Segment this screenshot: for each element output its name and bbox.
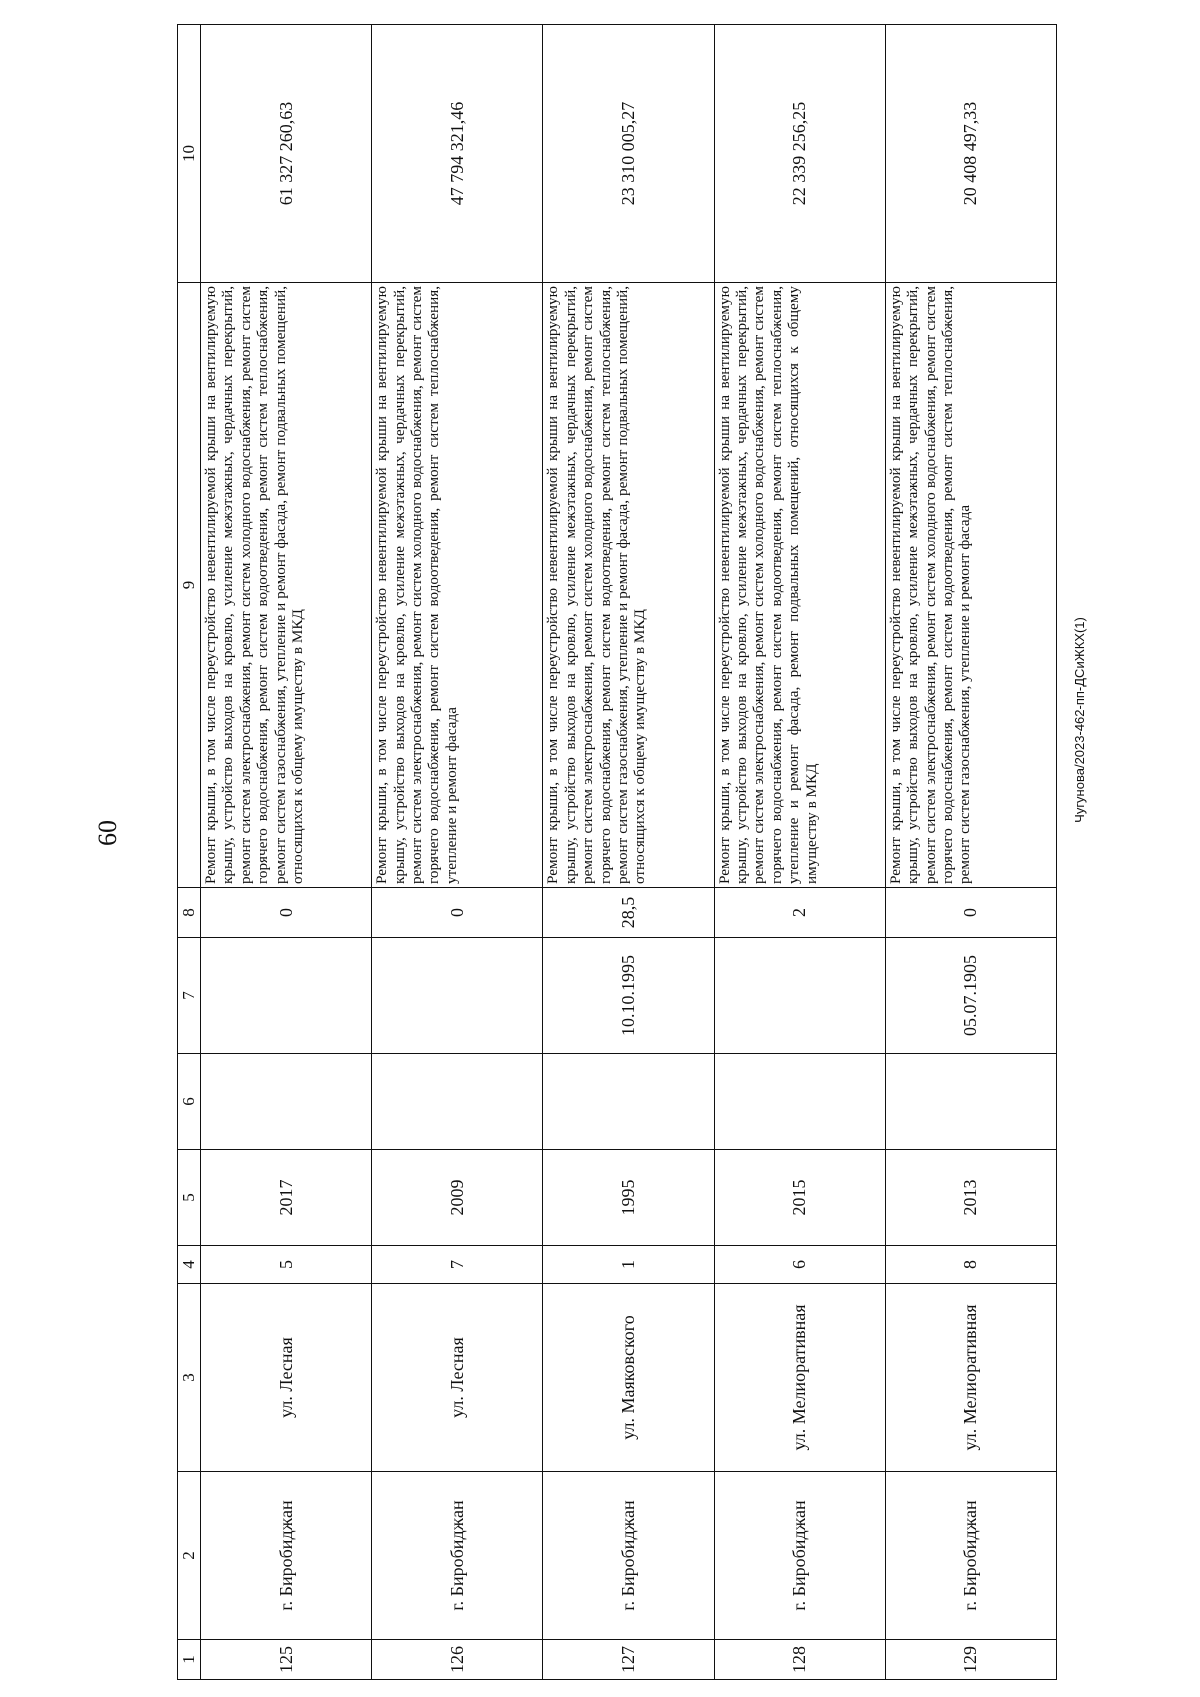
city-cell: г. Биробиджан xyxy=(885,1472,1056,1640)
row-number: 125 xyxy=(201,1640,372,1680)
col-header: 6 xyxy=(178,1054,201,1150)
street-cell: ул. Мелиоративная xyxy=(885,1284,1056,1472)
house-cell: 1 xyxy=(543,1246,714,1284)
street-cell: ул. Лесная xyxy=(372,1284,543,1472)
street-cell: ул. Лесная xyxy=(201,1284,372,1472)
work-description-cell: Ремонт крыши, в том числе переустройство невентилируемой крыши на вентилируемую крышу, устройство выходов на кровлю, усиление межэтажных, чердачных перекрытий, ремонт систем электроснабжения, ремонт систем холодного водоснабжения, ремонт систем горячего водоснабжения, ремонт систем водоотведения, ремонт систем теплоснабжения, ремонт систем газоснабжения, утепление и ремонт фасада xyxy=(885,283,1056,888)
city-cell: г. Биробиджан xyxy=(372,1472,543,1640)
city-cell: г. Биробиджан xyxy=(714,1472,885,1640)
header-row xyxy=(178,25,201,1680)
date-cell xyxy=(201,938,372,1054)
col-header: 7 xyxy=(178,938,201,1054)
street-cell: ул. Мелиоративная xyxy=(714,1284,885,1472)
col-header: 9 xyxy=(178,283,201,888)
date-cell: 05.07.1905 xyxy=(885,938,1056,1054)
col-header: 4 xyxy=(178,1246,201,1284)
repair-program-table xyxy=(177,24,1057,1680)
row-number: 128 xyxy=(714,1640,885,1680)
year-cell: 2017 xyxy=(201,1150,372,1246)
page-number: 60 xyxy=(93,820,122,846)
col8-cell: 2 xyxy=(714,888,885,938)
col8-cell: 0 xyxy=(372,888,543,938)
col-header: 3 xyxy=(178,1284,201,1472)
work-description-cell: Ремонт крыши, в том числе переустройство невентилируемой крыши на вентилируемую крышу, устройство выходов на кровлю, усиление межэтажных, чердачных перекрытий, ремонт систем электроснабжения, ремонт систем холодного водоснабжения, ремонт систем горячего водоснабжения, ремонт систем водоотведения, ремонт систем теплоснабжения, утепление и ремонт фасада, ремонт подвальных помещений, относящихся к общему имуществу в МКД xyxy=(714,283,885,888)
table-row xyxy=(885,25,1056,1680)
row-number: 129 xyxy=(885,1640,1056,1680)
date-cell xyxy=(372,938,543,1054)
city-cell: г. Биробиджан xyxy=(543,1472,714,1640)
city-cell: г. Биробиджан xyxy=(201,1472,372,1640)
col6-cell xyxy=(885,1054,1056,1150)
col-header: 2 xyxy=(178,1472,201,1640)
year-cell: 2015 xyxy=(714,1150,885,1246)
document-footer: Чугунова/2023-462-пп-ДСиЖКХ(1) xyxy=(1072,617,1087,823)
work-description-cell: Ремонт крыши, в том числе переустройство невентилируемой крыши на вентилируемую крышу, устройство выходов на кровлю, усиление межэтажных, чердачных перекрытий, ремонт систем электроснабжения, ремонт систем холодного водоснабжения, ремонт систем горячего водоснабжения, ремонт систем водоотведения, ремонт систем теплоснабжения, ремонт систем газоснабжения, утепление и ремонт фасада, ремонт подвальных помещений, относящихся к общему имуществу в МКД xyxy=(543,283,714,888)
year-cell: 1995 xyxy=(543,1150,714,1246)
cost-cell: 22 339 256,25 xyxy=(714,25,885,283)
col-header: 5 xyxy=(178,1150,201,1246)
cost-cell: 20 408 497,33 xyxy=(885,25,1056,283)
house-cell: 8 xyxy=(885,1246,1056,1284)
col6-cell xyxy=(714,1054,885,1150)
col-header: 10 xyxy=(178,25,201,283)
col6-cell xyxy=(543,1054,714,1150)
cost-cell: 47 794 321,46 xyxy=(372,25,543,283)
year-cell: 2009 xyxy=(372,1150,543,1246)
work-description-cell: Ремонт крыши, в том числе переустройство невентилируемой крыши на вентилируемую крышу, устройство выходов на кровлю, усиление межэтажных, чердачных перекрытий, ремонт систем электроснабжения, ремонт систем холодного водоснабжения, ремонт систем горячего водоснабжения, ремонт систем водоотведения, ремонт систем теплоснабжения, ремонт систем газоснабжения, утепление и ремонт фасада, ремонт подвальных помещений, относящихся к общему имуществу в МКД xyxy=(201,283,372,888)
rotated-table-wrapper xyxy=(177,25,1057,1680)
row-number: 126 xyxy=(372,1640,543,1680)
row-number: 127 xyxy=(543,1640,714,1680)
col8-cell: 0 xyxy=(885,888,1056,938)
table-row xyxy=(201,25,372,1680)
col6-cell xyxy=(372,1054,543,1150)
col8-cell: 28,5 xyxy=(543,888,714,938)
date-cell xyxy=(714,938,885,1054)
date-cell: 10.10.1995 xyxy=(543,938,714,1054)
col-header: 1 xyxy=(178,1640,201,1680)
house-cell: 7 xyxy=(372,1246,543,1284)
cost-cell: 23 310 005,27 xyxy=(543,25,714,283)
table-row xyxy=(543,25,714,1680)
col-header: 8 xyxy=(178,888,201,938)
cost-cell: 61 327 260,63 xyxy=(201,25,372,283)
house-cell: 5 xyxy=(201,1246,372,1284)
house-cell: 6 xyxy=(714,1246,885,1284)
street-cell: ул. Маяковского xyxy=(543,1284,714,1472)
col6-cell xyxy=(201,1054,372,1150)
work-description-cell: Ремонт крыши, в том числе переустройство невентилируемой крыши на вентилируемую крышу, устройство выходов на кровлю, усиление межэтажных, чердачных перекрытий, ремонт систем электроснабжения, ремонт систем холодного водоснабжения, ремонт систем горячего водоснабжения, ремонт систем водоотведения, ремонт систем теплоснабжения, утепление и ремонт фасада xyxy=(372,283,543,888)
table-row xyxy=(714,25,885,1680)
col8-cell: 0 xyxy=(201,888,372,938)
table-row xyxy=(372,25,543,1680)
year-cell: 2013 xyxy=(885,1150,1056,1246)
